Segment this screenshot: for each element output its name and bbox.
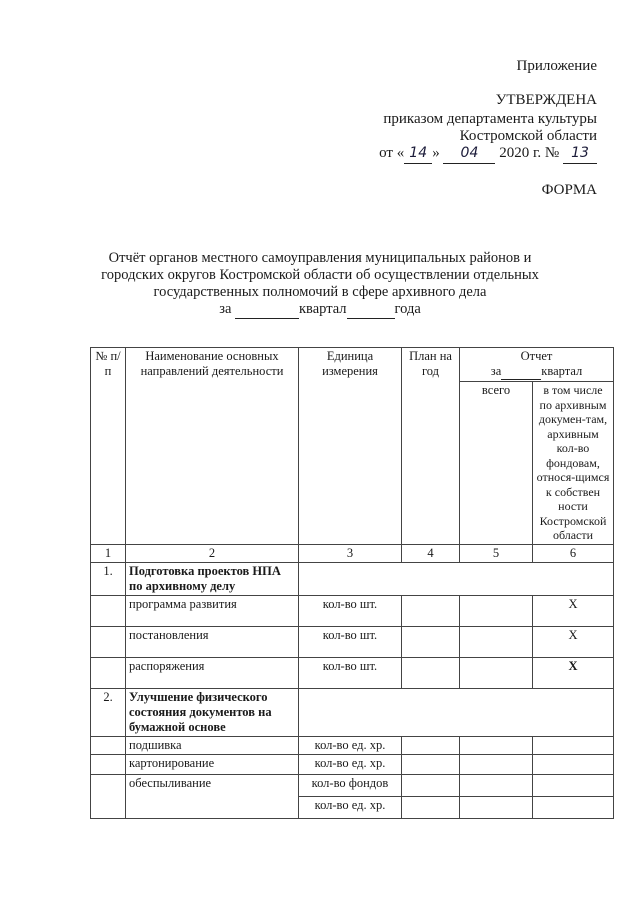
order-month: 04 <box>443 144 495 164</box>
col-number: 3 <box>299 544 402 562</box>
order-label: приказом департамента культуры <box>383 111 597 127</box>
section-empty <box>299 562 614 595</box>
row-mark: X <box>533 657 614 688</box>
cell-num <box>91 774 126 818</box>
row-unit: кол-во ед. хр. <box>299 796 402 818</box>
cell-incl <box>533 796 614 818</box>
table-row <box>91 595 614 626</box>
cell-plan <box>402 796 460 818</box>
report-quarter-blank <box>501 364 541 380</box>
row-name: постановления <box>126 626 299 657</box>
title-line-2: городских округов Костромской области об осуществлении отдельных <box>101 267 539 283</box>
col-number: 2 <box>126 544 299 562</box>
row-name: подшивка <box>126 736 299 754</box>
table-row <box>91 774 614 796</box>
cell-total <box>460 657 533 688</box>
header-report-za: за <box>490 364 502 378</box>
section-title: Улучшение физического состояния документов на бумажной основе <box>126 688 299 736</box>
row-unit: кол-во шт. <box>299 626 402 657</box>
cell-num <box>91 754 126 774</box>
quarter-blank <box>235 301 299 319</box>
table-row <box>91 626 614 657</box>
row-name: картонирование <box>126 754 299 774</box>
cell-num <box>91 626 126 657</box>
report-table <box>90 347 614 819</box>
cell-total <box>460 796 533 818</box>
row-mark: X <box>533 595 614 626</box>
section-row <box>91 562 614 595</box>
cell-total <box>460 754 533 774</box>
cell-plan <box>402 774 460 796</box>
form-label: ФОРМА <box>541 182 597 198</box>
cell-total <box>460 774 533 796</box>
title-line-4 <box>80 301 560 319</box>
region-label: Костромской области <box>459 128 597 144</box>
column-numbers-row <box>91 544 614 562</box>
header-report-title: Отчет <box>520 349 553 363</box>
title-line-1: Отчёт органов местного самоуправления муниципальных районов и <box>108 250 532 266</box>
date-mid: » <box>432 145 440 161</box>
order-number: 13 <box>563 144 597 164</box>
title-line-3: государственных полномочий в сфере архивного дела <box>153 284 487 300</box>
cell-plan <box>402 657 460 688</box>
row-unit: кол-во ед. хр. <box>299 736 402 754</box>
header-unit: Единица измерения <box>299 348 402 545</box>
cell-plan <box>402 626 460 657</box>
row-mark: X <box>533 626 614 657</box>
cell-plan <box>402 595 460 626</box>
order-date-line <box>379 144 597 164</box>
cell-total <box>460 595 533 626</box>
row-unit: кол-во фондов <box>299 774 402 796</box>
approved-label: УТВЕРЖДЕНА <box>495 92 597 108</box>
col-number: 6 <box>533 544 614 562</box>
row-name: программа развития <box>126 595 299 626</box>
row-unit: кол-во ед. хр. <box>299 754 402 774</box>
header-report-quarter: квартал <box>541 364 583 378</box>
cell-num <box>91 595 126 626</box>
cell-num <box>91 657 126 688</box>
order-year: 2020 г. № <box>499 145 560 161</box>
table-row <box>91 736 614 754</box>
cell-incl <box>533 736 614 754</box>
cell-incl <box>533 774 614 796</box>
title-quarter: квартал <box>299 301 347 317</box>
cell-total <box>460 626 533 657</box>
report-title <box>80 250 560 319</box>
header-name: Наименование основных направлений деятельности <box>126 348 299 545</box>
table-row <box>91 657 614 688</box>
section-row <box>91 688 614 736</box>
row-name: распоряжения <box>126 657 299 688</box>
year-blank <box>347 301 395 319</box>
row-name: обеспыливание <box>126 774 299 818</box>
section-num: 1. <box>91 562 126 595</box>
cell-incl <box>533 754 614 774</box>
header-plan: План на год <box>402 348 460 545</box>
title-za: за <box>219 301 232 317</box>
appendix-label: Приложение <box>516 58 597 74</box>
table-row <box>91 754 614 774</box>
cell-total <box>460 736 533 754</box>
cell-num <box>91 736 126 754</box>
col-number: 5 <box>460 544 533 562</box>
header-report <box>460 348 614 382</box>
cell-plan <box>402 754 460 774</box>
order-day: 14 <box>404 144 432 164</box>
cell-plan <box>402 736 460 754</box>
header-total: всего <box>460 382 533 545</box>
col-number: 1 <box>91 544 126 562</box>
col-number: 4 <box>402 544 460 562</box>
title-year: года <box>394 301 421 317</box>
header-num: № п/п <box>91 348 126 545</box>
row-unit: кол-во шт. <box>299 657 402 688</box>
header-row <box>91 348 614 382</box>
section-title: Подготовка проектов НПА по архивному делу <box>126 562 299 595</box>
header-incl: в том числе по архивным докумен-там, архивным кол-во фондовам, относя-щимся к собствен ности Костромской области <box>533 382 614 545</box>
header-report-period <box>463 364 610 380</box>
row-unit: кол-во шт. <box>299 595 402 626</box>
section-empty <box>299 688 614 736</box>
section-num: 2. <box>91 688 126 736</box>
date-prefix: от « <box>379 145 405 161</box>
